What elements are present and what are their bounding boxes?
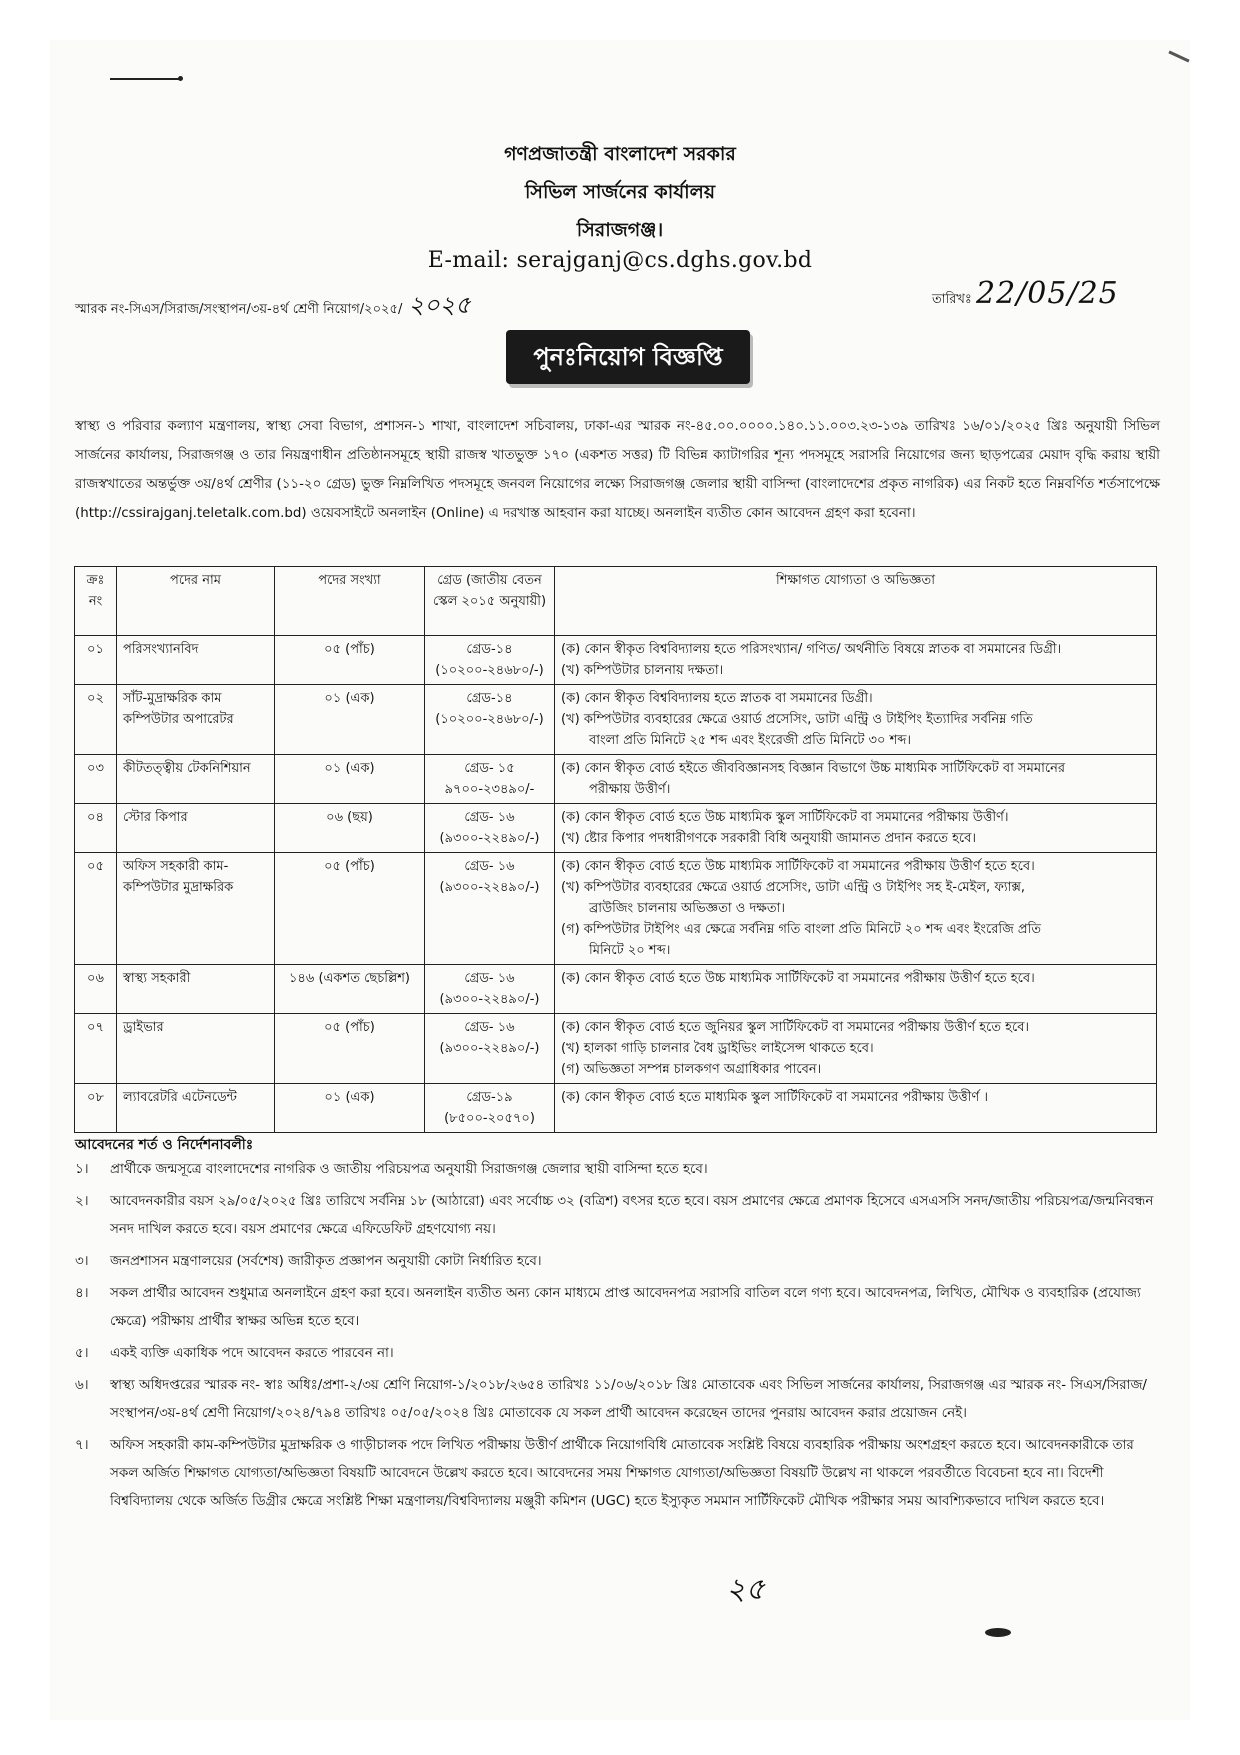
serial-number: ০৮ bbox=[87, 1090, 104, 1105]
post-name: ল্যাবরেটরি এটেনডেন্ট bbox=[123, 1090, 237, 1105]
qualification-line: (ক) কোন স্বীকৃত বিশ্ববিদ্যালয় হতে পরিসংখ্যান/ গণিত/ অর্থনীতি বিষয়ে স্নাতক বা সমমানের ডিগ্রী। bbox=[561, 642, 1062, 657]
quals-cell bbox=[555, 1014, 1157, 1084]
qualification-line: (খ) কম্পিউটার চালনায় দক্ষতা। bbox=[561, 663, 724, 678]
pay-scale: (৮৫০০-২০৫৭০) bbox=[444, 1111, 535, 1126]
serial-cell bbox=[75, 965, 117, 1014]
qualification-line: (খ) হালকা গাড়ি চালনার বৈধ ড্রাইভিং লাইসেন্স থাকতে হবে। bbox=[561, 1041, 874, 1056]
pay-scale: ৯৭০০-২৩৪৯০/- bbox=[444, 782, 535, 797]
memo-label: স্মারক নং-সিএস/সিরাজ/সংস্থাপন/৩য়-৪র্থ শ্রেণী নিয়োগ/২০২৫/ bbox=[75, 302, 403, 317]
serial-cell bbox=[75, 755, 117, 804]
qualification-line: (ক) কোন স্বীকৃত বোর্ড হতে উচ্চ মাধ্যমিক স্কুল সার্টিফিকেট বা সমমানের পরীক্ষায় উত্তীর্ণ। bbox=[561, 810, 1009, 825]
pay-scale: (৯৩০০-২২৪৯০/-) bbox=[439, 1041, 540, 1056]
condition-text: প্রার্থীকে জন্মসূত্রে বাংলাদেশের নাগরিক ও জাতীয় পরিচয়পত্র অনুযায়ী সিরাজগঞ্জ জেলার স্থায়ী বাসিন্দা হতে হবে। bbox=[110, 1162, 708, 1177]
post-name-cell bbox=[117, 685, 275, 755]
post-count-cell bbox=[275, 1084, 425, 1133]
date-label: তারিখঃ bbox=[932, 292, 972, 307]
condition-item bbox=[75, 1340, 1160, 1368]
grade: গ্রেড- ১৬ bbox=[464, 971, 515, 986]
condition-text: অফিস সহকারী কাম-কম্পিউটার মুদ্রাক্ষরিক ও গাড়ীচালক পদে লিখিত পরীক্ষায় উত্তীর্ণ প্রার্থীকে নিয়োগবিধি মোতাবেক সংশ্লিষ্ট বিষয়ে ব্যবহারিক পরীক্ষায় অংশগ্রহণ করতে হবে। আবেদনকারীকে তার সকল অর্জিত শিক্ষাগত যোগ্যতা/অভিজ্ঞতা বিষয়টি আবেদনে উল্লেখ করতে হবে। আবেদনের সময় শিক্ষাগত যোগ্যতা/অভিজ্ঞতা বিষয়টি উল্লেখ না থাকলে পরবর্তীতে বিবেচনা হবে না। বিদেশী বিশ্ববিদ্যালয় থেকে অর্জিত ডিগ্রীর ক্ষেত্রে সংশ্লিষ্ট শিক্ষা মন্ত্রণালয়/বিশ্ববিদ্যালয় মঞ্জুরী কমিশন (UGC) হতে ইস্যুকৃত সমমান সার্টিফিকেট মৌখিক পরীক্ষার সময় আবশ্যিকভাবে দাখিল করতে হবে। bbox=[110, 1438, 1134, 1509]
post-count-cell bbox=[275, 965, 425, 1014]
pay-scale: (১০২০০-২৪৬৮০/-) bbox=[435, 663, 544, 678]
condition-text: স্বাস্থ্য অধিদপ্তরের স্মারক নং- স্বাঃ অধিঃ/প্রশা-২/৩য় শ্রেণি নিয়োগ-১/২০১৮/২৬৫৪ তারিখঃ ১১/০৬/২০১৮ খ্রিঃ মোতাবেক এবং সিভিল সার্জনের কার্যালয়, সিরাজগঞ্জ এর স্মারক নং- সিএস/সিরাজ/সংস্থাপন/৩য়-৪র্থ শ্রেণী নিয়োগ/২০২৪/৭৯৪ তারিখঃ ০৫/০৫/২০২৪ খ্রিঃ মোতাবেক যে সকল প্রার্থী আবেদন করেছেন তাদের পুনরায় আবেদন করার প্রয়োজন নেই। bbox=[110, 1378, 1147, 1421]
post-count-cell bbox=[275, 804, 425, 853]
post-name-cell bbox=[117, 853, 275, 965]
serial-number: ০১ bbox=[87, 642, 104, 657]
posts-table bbox=[74, 566, 1157, 1133]
table-row bbox=[75, 804, 1157, 853]
condition-number: ২। bbox=[75, 1194, 89, 1209]
quals-cell bbox=[555, 685, 1157, 755]
post-name: কীটতত্ত্বীয় টেকনিশিয়ান bbox=[123, 761, 251, 776]
condition-text: জনপ্রশাসন মন্ত্রণালয়ের (সর্বশেষ) জারীকৃত প্রজ্ঞাপন অনুযায়ী কোটা নির্ধারিত হবে। bbox=[110, 1254, 542, 1269]
post-name: অফিস সহকারী কাম-কম্পিউটার মুদ্রাক্ষরিক bbox=[123, 859, 234, 895]
serial-number: ০৫ bbox=[87, 859, 104, 874]
pay-scale: (৯৩০০-২২৪৯০/-) bbox=[439, 880, 540, 895]
condition-number: ৫। bbox=[75, 1346, 89, 1361]
condition-number: ৬। bbox=[75, 1378, 89, 1393]
grade-cell bbox=[425, 1084, 555, 1133]
memo-reference bbox=[75, 287, 471, 327]
col-quals: শিক্ষাগত যোগ্যতা ও অভিজ্ঞতা bbox=[555, 567, 1157, 636]
qualification-line: (খ) কম্পিউটার ব্যবহারের ক্ষেত্রে ওয়ার্ড প্রসেসিং, ডাটা এন্ট্রি ও টাইপিং সহ ই-মেইল, ফ্যাক্স, bbox=[561, 880, 1026, 895]
grade: গ্রেড-১৪ bbox=[466, 691, 513, 706]
qualification-line: (খ) কম্পিউটার ব্যবহারের ক্ষেত্রে ওয়ার্ড প্রসেসিং, ডাটা এন্ট্রি ও টাইপিং ইত্যাদির সর্বনিম্ন গতি bbox=[561, 712, 1033, 727]
condition-item bbox=[75, 1432, 1160, 1516]
quals-cell bbox=[555, 965, 1157, 1014]
grade: গ্রেড- ১৬ bbox=[464, 810, 515, 825]
post-name: স্বাস্থ্য সহকারী bbox=[123, 971, 191, 986]
qualification-line: বাংলা প্রতি মিনিটে ২৫ শব্দ এবং ইংরেজী প্রতি মিনিটে ৩০ শব্দ। bbox=[589, 733, 912, 748]
qualification-line: ব্রাউজিং চালনায় অভিজ্ঞতা ও দক্ষতা। bbox=[589, 901, 786, 916]
post-count: ০৫ (পাঁচ) bbox=[324, 1020, 375, 1035]
serial-number: ০৩ bbox=[87, 761, 104, 776]
signature: ২৫ bbox=[726, 1572, 765, 1607]
post-name-cell bbox=[117, 965, 275, 1014]
qualification-line: (ক) কোন স্বীকৃত বিশ্ববিদ্যালয় হতে স্নাতক বা সমমানের ডিগ্রী। bbox=[561, 691, 873, 706]
memo-number: ২০২৫ bbox=[408, 291, 471, 319]
condition-item bbox=[75, 1156, 1160, 1184]
condition-item bbox=[75, 1280, 1160, 1336]
district-title: সিরাজগঞ্জ। bbox=[576, 219, 664, 241]
grade: গ্রেড-১৯ bbox=[466, 1090, 513, 1105]
serial-cell bbox=[75, 685, 117, 755]
condition-text: সকল প্রার্থীর আবেদন শুধুমাত্র অনলাইনে গ্রহণ করা হবে। অনলাইন ব্যতীত অন্য কোন মাধ্যমে প্রাপ্ত আবেদনপত্র সরাসরি বাতিল বলে গণ্য হবে। আবেদনপত্র, লিখিত, মৌখিক ও ব্যবহারিক (প্রযোজ্য ক্ষেত্রে) পরীক্ষায় প্রার্থীর স্বাক্ষর অভিন্ন হতে হবে। bbox=[110, 1286, 1141, 1329]
post-count-cell bbox=[275, 755, 425, 804]
qualification-line: (গ) কম্পিউটার টাইপিং এর ক্ষেত্রে সর্বনিম্ন গতি বাংলা প্রতি মিনিটে ২০ শব্দ এবং ইংরেজি প্রতি bbox=[561, 922, 1042, 937]
post-count-cell bbox=[275, 685, 425, 755]
col-serial: ক্রঃ নং bbox=[75, 567, 117, 636]
condition-text: একই ব্যক্তি একাধিক পদে আবেদন করতে পারবেন না। bbox=[110, 1346, 394, 1361]
grade-cell bbox=[425, 1014, 555, 1084]
serial-cell bbox=[75, 853, 117, 965]
col-post: পদের নাম bbox=[117, 567, 275, 636]
pay-scale: (৯৩০০-২২৪৯০/-) bbox=[439, 992, 540, 1007]
table-row bbox=[75, 755, 1157, 804]
qualification-line: পরীক্ষায় উত্তীর্ণ। bbox=[589, 782, 671, 797]
quals-cell bbox=[555, 755, 1157, 804]
qualification-line: মিনিটে ২০ শব্দ। bbox=[589, 943, 671, 958]
grade: গ্রেড- ১৬ bbox=[464, 859, 515, 874]
condition-number: ৩। bbox=[75, 1254, 89, 1269]
serial-cell bbox=[75, 636, 117, 685]
post-count-cell bbox=[275, 1014, 425, 1084]
ink-blot bbox=[985, 1628, 1011, 1637]
serial-number: ০৬ bbox=[87, 971, 104, 986]
qualification-line: (ক) কোন স্বীকৃত বোর্ড হতে মাধ্যমিক স্কুল সার্টিফিকেট বা সমমানের পরীক্ষায় উত্তীর্ণ । bbox=[561, 1090, 989, 1105]
grade: গ্রেড- ১৬ bbox=[464, 1020, 515, 1035]
grade: গ্রেড- ১৫ bbox=[464, 761, 515, 776]
notice-date bbox=[932, 276, 1119, 311]
col-count: পদের সংখ্যা bbox=[275, 567, 425, 636]
post-name: পরিসংখ্যানবিদ bbox=[123, 642, 199, 657]
qualification-line: (ক) কোন স্বীকৃত বোর্ড হইতে জীববিজ্ঞানসহ বিজ্ঞান বিভাগে উচ্চ মাধ্যমিক সার্টিফিকেট বা সমমানের bbox=[561, 761, 1065, 776]
condition-item bbox=[75, 1372, 1160, 1428]
condition-item bbox=[75, 1248, 1160, 1276]
quals-cell bbox=[555, 636, 1157, 685]
serial-cell bbox=[75, 1084, 117, 1133]
qualification-line: (ক) কোন স্বীকৃত বোর্ড হতে উচ্চ মাধ্যমিক সার্টিফিকেট বা সমমানের পরীক্ষায় উত্তীর্ণ হতে হবে। bbox=[561, 859, 1035, 874]
table-row bbox=[75, 853, 1157, 965]
post-count-cell bbox=[275, 636, 425, 685]
post-count-cell bbox=[275, 853, 425, 965]
table-row bbox=[75, 1014, 1157, 1084]
post-name-cell bbox=[117, 804, 275, 853]
condition-text: আবেদনকারীর বয়স ২৯/০৫/২০২৫ খ্রিঃ তারিখে সর্বনিম্ন ১৮ (আঠারো) এবং সর্বোচ্চ ৩২ (বত্রিশ) বৎসর হতে হবে। বয়স প্রমাণের ক্ষেত্রে প্রমাণক হিসেবে এসএসসি সনদ/জাতীয় পরিচয়পত্র/জন্মনিবন্ধন সনদ দাখিল করতে হবে। বয়স প্রমাণের ক্ষেত্রে এফিডেফিট গ্রহণযোগ্য নয়। bbox=[110, 1194, 1154, 1237]
post-count: ০১ (এক) bbox=[324, 1090, 375, 1105]
qualification-line: (গ) অভিজ্ঞতা সম্পন্ন চালকগণ অগ্রাধিকার পাবেন। bbox=[561, 1062, 822, 1077]
quals-cell bbox=[555, 853, 1157, 965]
col-grade: গ্রেড (জাতীয় বেতন স্কেল ২০১৫ অনুযায়ী) bbox=[425, 567, 555, 636]
post-name-cell bbox=[117, 1014, 275, 1084]
quals-cell bbox=[555, 1084, 1157, 1133]
grade-cell bbox=[425, 685, 555, 755]
qualification-line: (ক) কোন স্বীকৃত বোর্ড হতে জুনিয়র স্কুল সার্টিফিকেট বা সমমানের পরীক্ষায় উত্তীর্ণ হতে হবে। bbox=[561, 1020, 1030, 1035]
post-name: সাঁট-মুদ্রাক্ষরিক কাম কম্পিউটার অপারেটর bbox=[123, 691, 234, 727]
grade-cell bbox=[425, 965, 555, 1014]
conditions-list bbox=[75, 1156, 1160, 1520]
qualification-line: (ক) কোন স্বীকৃত বোর্ড হতে উচ্চ মাধ্যমিক সার্টিফিকেট বা সমমানের পরীক্ষায় উত্তীর্ণ হতে হবে। bbox=[561, 971, 1035, 986]
serial-number: ০৪ bbox=[87, 810, 104, 825]
table-row bbox=[75, 685, 1157, 755]
notice-title: পুনঃনিয়োগ বিজ্ঞপ্তি bbox=[506, 330, 750, 384]
table-row bbox=[75, 636, 1157, 685]
grade-cell bbox=[425, 853, 555, 965]
condition-number: ১। bbox=[75, 1162, 89, 1177]
post-name-cell bbox=[117, 755, 275, 804]
grade-cell bbox=[425, 755, 555, 804]
post-name: ড্রাইভার bbox=[123, 1020, 164, 1035]
serial-number: ০৭ bbox=[87, 1020, 104, 1035]
table-row bbox=[75, 965, 1157, 1014]
office-email: E-mail: serajganj@cs.dghs.gov.bd bbox=[427, 248, 813, 273]
government-title: গণপ্রজাতন্ত্রী বাংলাদেশ সরকার bbox=[504, 143, 736, 165]
pen-mark bbox=[110, 78, 180, 80]
post-count: ০৫ (পাঁচ) bbox=[324, 859, 375, 874]
post-count: ০১ (এক) bbox=[324, 691, 375, 706]
condition-item bbox=[75, 1188, 1160, 1244]
office-title: সিভিল সার্জনের কার্যালয় bbox=[524, 181, 716, 203]
grade: গ্রেড-১৪ bbox=[466, 642, 513, 657]
post-count: ০১ (এক) bbox=[324, 761, 375, 776]
quals-cell bbox=[555, 804, 1157, 853]
condition-number: ৪। bbox=[75, 1286, 89, 1301]
post-name-cell bbox=[117, 636, 275, 685]
post-count: ০৫ (পাঁচ) bbox=[324, 642, 375, 657]
condition-number: ৭। bbox=[75, 1438, 89, 1453]
table-header-row bbox=[75, 567, 1157, 636]
post-count: ১৪৬ (একশত ছেচল্লিশ) bbox=[289, 971, 410, 986]
serial-cell bbox=[75, 804, 117, 853]
table-row bbox=[75, 1084, 1157, 1133]
intro-paragraph: স্বাস্থ্য ও পরিবার কল্যাণ মন্ত্রণালয়, স্বাস্থ্য সেবা বিভাগ, প্রশাসন-১ শাখা, বাংলাদেশ সচিবালয়, ঢাকা-এর স্মারক নং-৪৫.০০.০০০০.১৪০.১১.০০৩.২৩-১৩৯ তারিখঃ ১৬/০১/২০২৫ খ্রিঃ অনুযায়ী সিভিল সার্জনের কার্যালয়, সিরাজগঞ্জ ও তার নিয়ন্ত্রণাধীন প্রতিষ্ঠানসমূহে স্থায়ী রাজস্ব খাতভুক্ত ১৭০ (একশত সত্তর) টি বিভিন্ন ক্যাটাগরির শূন্য পদসমূহে সরাসরি নিয়োগের জন্য ছাড়পত্রের মেয়াদ বৃদ্ধি করায় স্থায়ী রাজস্বখাতের অন্তর্ভুক্ত ৩য়/৪র্থ শ্রেণীর (১১-২০ গ্রেড) ভুক্ত নিম্নলিখিত পদসমূহে জনবল নিয়োগের লক্ষ্যে সিরাজগঞ্জ জেলার স্থায়ী বাসিন্দা (বাংলাদেশের প্রকৃত নাগরিক) এর নিকট হতে নিম্নবর্ণিত শর্তসাপেক্ষে (http://cssirajganj.teletalk.com.bd) ওয়েবসাইটে অনলাইন (Online) এ দরখাস্ত আহবান করা যাচ্ছে। অনলাইন ব্যতীত কোন আবেদন গ্রহণ করা হবেনা। bbox=[75, 419, 1160, 521]
pay-scale: (১০২০০-২৪৬৮০/-) bbox=[435, 712, 544, 727]
post-name: স্টোর কিপার bbox=[123, 810, 188, 825]
date-value: 22/05/25 bbox=[976, 276, 1119, 311]
serial-number: ০২ bbox=[87, 691, 104, 706]
pay-scale: (৯৩০০-২২৪৯০/-) bbox=[439, 831, 540, 846]
serial-cell bbox=[75, 1014, 117, 1084]
post-name-cell bbox=[117, 1084, 275, 1133]
grade-cell bbox=[425, 804, 555, 853]
grade-cell bbox=[425, 636, 555, 685]
qualification-line: (খ) ষ্টোর কিপার পদধারীগণকে সরকারী বিধি অনুযায়ী জামানত প্রদান করতে হবে। bbox=[561, 831, 977, 846]
post-count: ০৬ (ছয়) bbox=[326, 810, 373, 825]
conditions-title: আবেদনের শর্ত ও নির্দেশনাবলীঃ bbox=[75, 1137, 254, 1153]
